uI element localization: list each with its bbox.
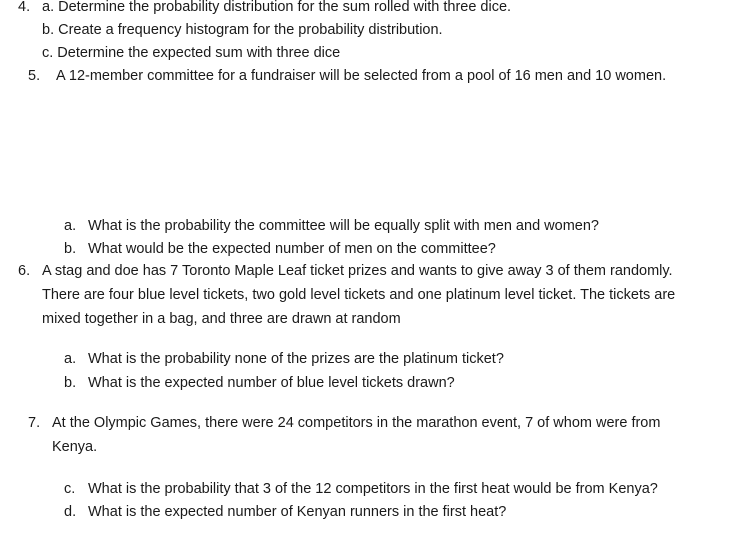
question-4a: a. Determine the probability distribution for the sum rolled with three dice.	[42, 0, 512, 15]
question-4b: b. Create a frequency histogram for the probability distribution.	[42, 22, 443, 38]
question-7-number: 7.	[28, 415, 41, 431]
question-6b-text: What is the expected number of blue level tickets drawn?	[88, 375, 455, 391]
question-5b-text: What would be the expected number of men on the committee?	[88, 241, 496, 257]
question-6-line-3: mixed together in a bag, and three are drawn at random	[42, 311, 401, 327]
question-7-line-2: Kenya.	[52, 439, 98, 455]
question-6a-label: a.	[64, 351, 77, 367]
question-4-number: 4.	[18, 0, 31, 15]
question-6-number: 6.	[18, 263, 31, 279]
question-7d-label: d.	[64, 504, 77, 520]
question-5-number: 5.	[28, 68, 41, 84]
question-6-line-1: A stag and doe has 7 Toronto Maple Leaf ticket prizes and wants to give away 3 of them randomly.	[42, 263, 673, 279]
question-5a-text: What is the probability the committee will be equally split with men and women?	[88, 218, 599, 234]
question-6-line-2: There are four blue level tickets, two gold level tickets and one platinum level ticket. The tickets are	[42, 287, 676, 303]
question-7c-text: What is the probability that 3 of the 12 competitors in the first heat would be from Kenya?	[88, 481, 658, 497]
question-5-text: A 12-member committee for a fundraiser will be selected from a pool of 16 men and 10 women.	[56, 68, 667, 84]
question-4c: c. Determine the expected sum with three dice	[42, 45, 341, 61]
question-7c-label: c.	[64, 481, 76, 497]
question-7-line-1: At the Olympic Games, there were 24 competitors in the marathon event, 7 of whom were from	[52, 415, 661, 431]
question-5b-label: b.	[64, 241, 77, 257]
question-6b-label: b.	[64, 375, 77, 391]
question-7d-text: What is the expected number of Kenyan runners in the first heat?	[88, 504, 507, 520]
question-5a-label: a.	[64, 218, 77, 234]
question-6a-text: What is the probability none of the prizes are the platinum ticket?	[88, 351, 504, 367]
